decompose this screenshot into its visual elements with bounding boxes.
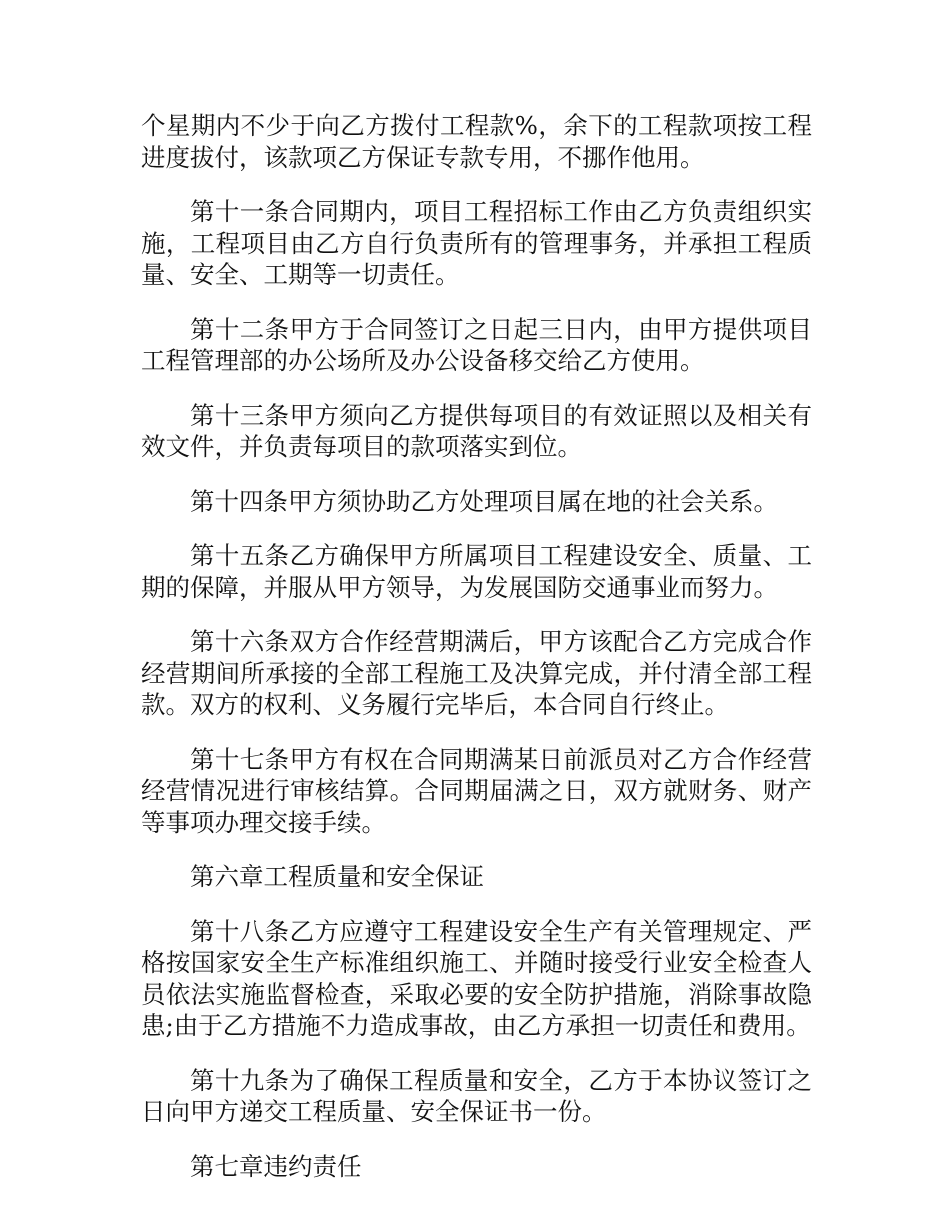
paragraph-continuation: 个星期内不少于向乙方拨付工程款%，余下的工程款项按工程进度拔付，该款项乙方保证专款专用，不挪作他用。 — [141, 111, 812, 172]
paragraph-article-11: 第十一条合同期内，项目工程招标工作由乙方负责组织实施，工程项目由乙方自行负责所有的管理事务，并承担工程质量、安全、工期等一切责任。 — [141, 197, 812, 289]
paragraph-article-15: 第十五条乙方确保甲方所属项目工程建设安全、质量、工期的保障，并服从甲方领导，为发展国防交通事业而努力。 — [141, 541, 812, 602]
paragraph-article-16: 第十六条双方合作经营期满后，甲方该配合乙方完成合作经营期间所承接的全部工程施工及决算完成，并付清全部工程款。双方的权利、义务履行完毕后，本合同自行终止。 — [141, 627, 812, 719]
chapter-heading-6: 第六章工程质量和安全保证 — [190, 862, 484, 891]
paragraph-article-12: 第十二条甲方于合同签订之日起三日内，由甲方提供项目工程管理部的办公场所及办公设备移交给乙方使用。 — [141, 314, 812, 375]
paragraph-article-19: 第十九条为了确保工程质量和安全，乙方于本协议签订之日向甲方递交工程质量、安全保证书一份。 — [141, 1065, 812, 1126]
paragraph-article-17: 第十七条甲方有权在合同期满某日前派员对乙方合作经营经营情况进行审核结算。合同期届满之日，双方就财务、财产等事项办理交接手续。 — [141, 744, 812, 837]
paragraph-article-18: 第十八条乙方应遵守工程建设安全生产有关管理规定、严格按国家安全生产标准组织施工、并随时接受行业安全检查人员依法实施监督检查，采取必要的安全防护措施，消除事故隐患;由于乙方措施不力造成事故，由乙方承担一切责任和费用。 — [141, 916, 812, 1040]
chapter-heading-7: 第七章违约责任 — [190, 1151, 362, 1181]
paragraph-article-14: 第十四条甲方须协助乙方处理项目属在地的社会关系。 — [190, 486, 778, 516]
paragraph-article-13: 第十三条甲方须向乙方提供每项目的有效证照以及相关有效文件，并负责每项目的款项落实到位。 — [141, 400, 812, 461]
